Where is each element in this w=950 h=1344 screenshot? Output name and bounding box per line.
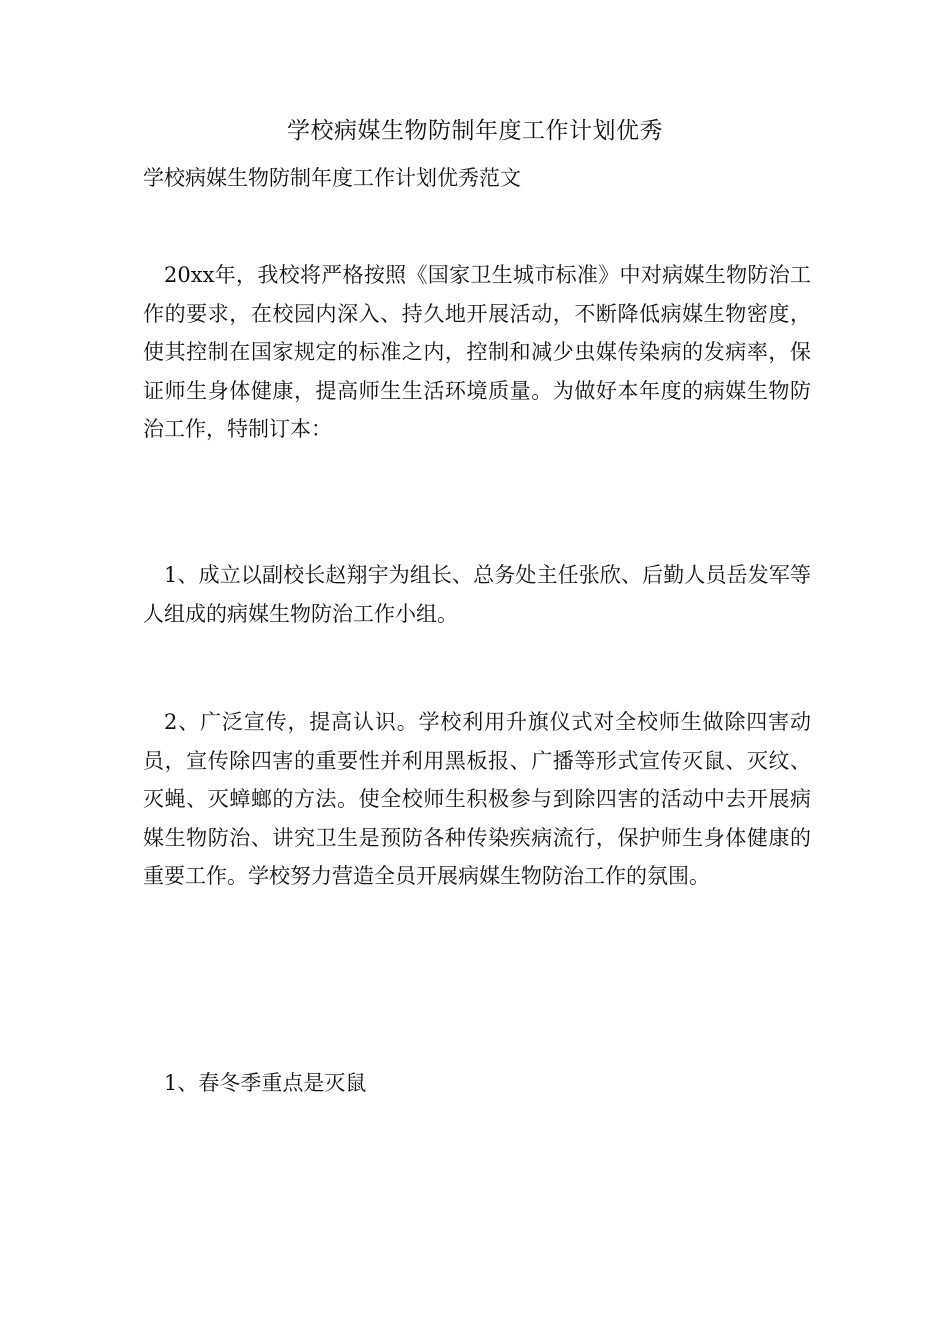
paragraph-subitem-1: 1、春冬季重点是灭鼠: [164, 1071, 367, 1095]
document-subtitle: 学校病媒生物防制年度工作计划优秀范文: [143, 166, 521, 190]
paragraph-intro: 20xx年，我校将严格按照《国家卫生城市标准》中对病媒生物防治工作的要求，在校园内深入、持久地开展活动，不断降低病媒生物密度，使其控制在国家规定的标准之内，控制和减少虫媒传染病的发病率，保证师生身体健康，提高师生生活环境质量。为做好本年度的病媒生物防治工作，特制订本：: [143, 263, 811, 442]
document-title: 学校病媒生物防制年度工作计划优秀: [287, 118, 663, 144]
paragraph-item-1: 1、成立以副校长赵翔宇为组长、总务处主任张欣、后勤人员岳发军等人组成的病媒生物防治工作小组。: [143, 563, 811, 626]
paragraph-item-2: 2、广泛宣传，提高认识。学校利用升旗仪式对全校师生做除四害动员，宣传除四害的重要性并利用黑板报、广播等形式宣传灭鼠、灭纹、灭蝇、灭蟑螂的方法。使全校师生积极参与到除四害的活动中去开展病媒生物防治、讲究卫生是预防各种传染疾病流行，保护师生身体健康的重要工作。学校努力营造全员开展病媒生物防治工作的氛围。: [143, 710, 811, 889]
